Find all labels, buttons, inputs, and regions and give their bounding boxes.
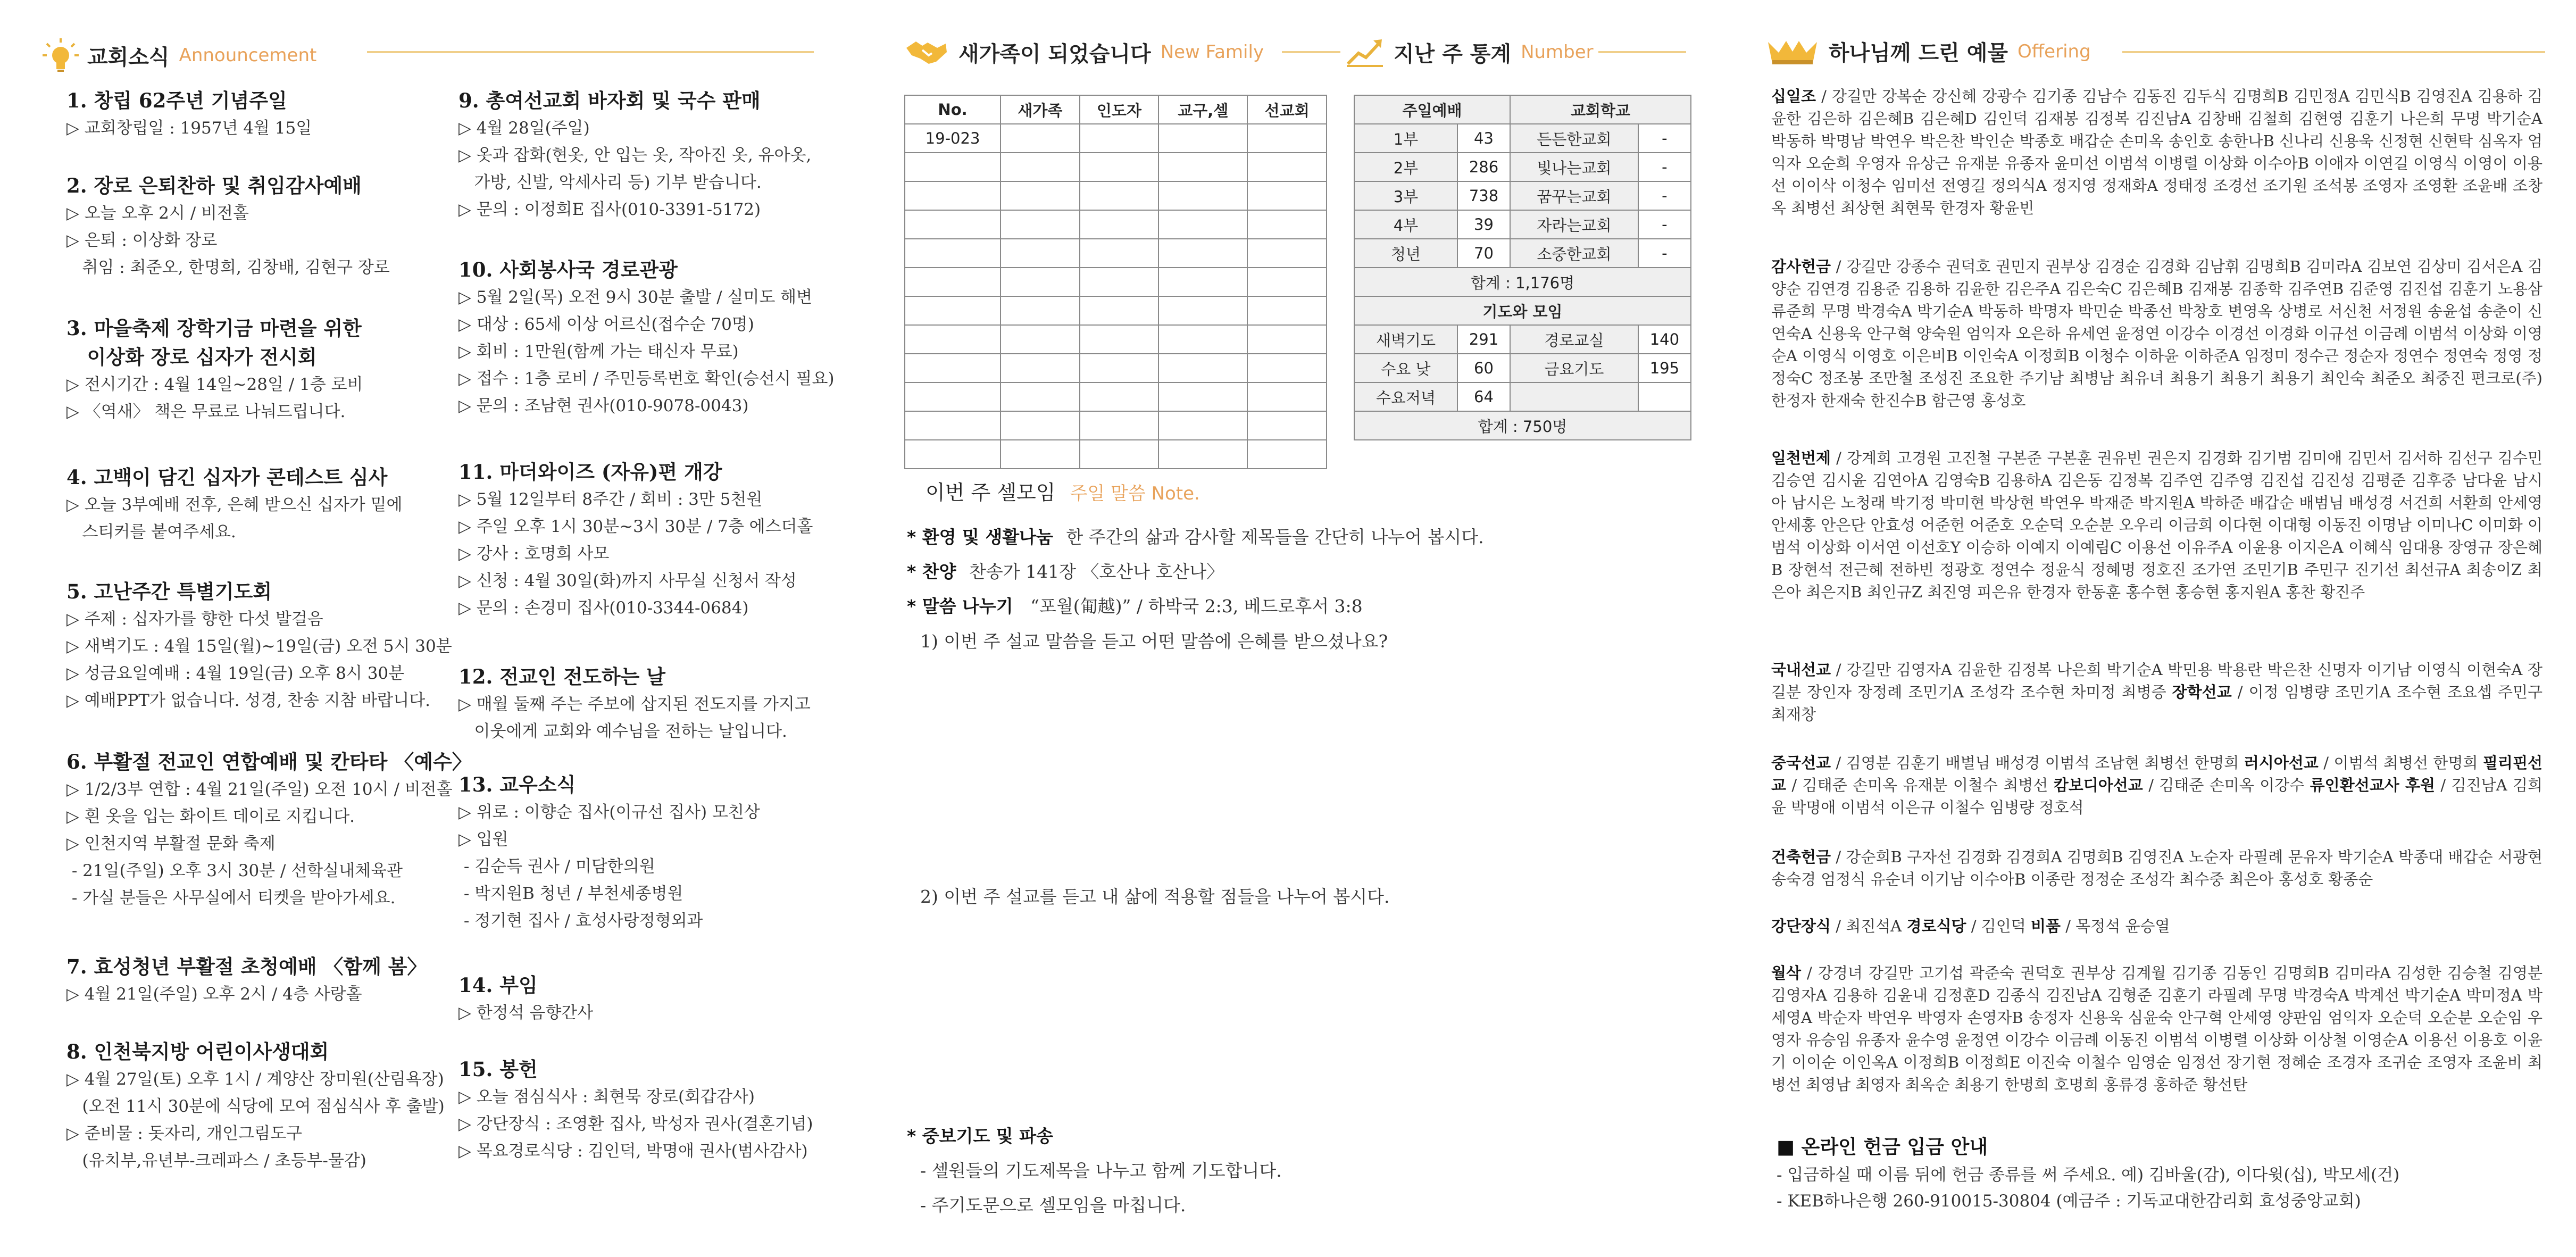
announcement-item-line: ▷ 4월 21일(주일) 오후 2시 / 4층 사랑홀 <box>66 985 362 1004</box>
new-family-title: 새가족이 되었습니다 <box>958 41 1151 66</box>
announcement-item-line: ▷ 강사 : 호명희 사모 <box>458 544 610 563</box>
new-family-table <box>904 95 1327 469</box>
new-family-cell: 19-023 <box>905 124 1001 153</box>
offering-rule <box>2122 51 2545 53</box>
new-family-cell <box>1158 124 1247 153</box>
announcement-item-line: ▷ 인천지역 부활절 문화 축제 <box>66 834 276 853</box>
stats-cell: 경로교실 <box>1510 325 1638 354</box>
new-family-cell <box>1158 153 1247 181</box>
announcement-item-line: ▷ 1/2/3부 연합 : 4월 21일(주일) 오전 10시 / 비전홀 <box>66 780 453 799</box>
cell-item-welcome <box>907 523 1484 551</box>
table-row <box>905 239 1327 268</box>
stats-rule <box>1598 51 1686 53</box>
table-row <box>905 411 1327 440</box>
table-row <box>905 296 1327 325</box>
announcement-item-line: ▷ 문의 : 조남현 권사(010-9078-0043) <box>458 396 749 415</box>
stats-cell <box>1638 382 1691 411</box>
announcement-title: 교회소식 <box>87 45 170 70</box>
new-family-cell <box>1001 354 1080 382</box>
new-family-cell <box>1080 440 1159 469</box>
announcement-item-line: ▷ 주제 : 십자가를 향한 다섯 발걸음 <box>66 610 323 629</box>
announcement-item-line: (유치부,유년부-크레파스 / 초등부-물감) <box>66 1151 366 1170</box>
new-family-cell <box>1080 181 1159 210</box>
new-family-cell <box>1080 124 1159 153</box>
new-family-cell <box>1247 296 1327 325</box>
table-row <box>1354 382 1691 411</box>
announcement-item-line: ▷ 문의 : 손경미 집사(010-3344-0684) <box>458 598 749 618</box>
new-family-cell <box>1247 153 1327 181</box>
new-family-cell <box>1001 210 1080 239</box>
new-family-cell <box>1247 268 1327 296</box>
cell-meeting-title: 이번 주 셀모임 <box>926 481 1056 504</box>
stats-cell: - <box>1638 124 1691 153</box>
announcement-item-title: 8. 인천북지방 어린이사생대회 <box>66 1040 329 1063</box>
announcement-item-title: 13. 교우소식 <box>458 773 576 796</box>
cell-praise-text: 찬송가 141장 〈호산나 호산나〉 <box>969 561 1224 582</box>
stats-cell: 금요기도 <box>1510 354 1638 382</box>
stats-cell: 빛나는교회 <box>1510 153 1638 181</box>
announcement-rule <box>367 51 814 53</box>
stats-cell: 3부 <box>1354 181 1457 210</box>
announcement-item-line: ▷ 오늘 오후 2시 / 비전홀 <box>66 204 249 223</box>
cell-word-label: * 말씀 나누기 <box>907 596 1013 617</box>
announcement-item-line: ▷ 은퇴 : 이상화 장로 <box>66 231 218 250</box>
cell-meeting-header <box>926 476 1200 505</box>
new-family-cell <box>905 153 1001 181</box>
new-family-cell <box>1247 354 1327 382</box>
announcement-item-line: ▷ 접수 : 1층 로비 / 주민등록번호 확인(승선시 필요) <box>458 369 835 388</box>
table-row <box>905 440 1327 469</box>
new-family-cell <box>1080 296 1159 325</box>
stats-cell: 합계 : 1,176명 <box>1354 268 1691 296</box>
stats-cell: 수요저녁 <box>1354 382 1457 411</box>
announcement-item-line: ▷ 문의 : 이정희E 집사(010-3391-5172) <box>458 200 761 219</box>
new-family-cell <box>1080 210 1159 239</box>
new-family-cell <box>1247 440 1327 469</box>
stats-cell: 소중한교회 <box>1510 239 1638 268</box>
announcement-item-line: ▷ 새벽기도 : 4월 15일(월)~19일(금) 오전 5시 30분 <box>66 637 452 656</box>
stats-cell <box>1510 382 1638 411</box>
announcement-item-line: ▷ 신청 : 4월 30일(화)까지 사무실 신청서 작성 <box>458 571 797 590</box>
announcement-item-line: ▷ 교회창립일 : 1957년 4월 15일 <box>66 119 312 138</box>
announcement-item-line: ▷ 대상 : 65세 이상 어르신(접수순 70명) <box>458 315 754 334</box>
stats-school-header: 교회학교 <box>1510 95 1691 124</box>
cell-welcome-text: 한 주간의 삶과 감사할 제목들을 간단히 나누어 봅시다. <box>1066 527 1484 547</box>
announcement-item-line: ▷ 전시기간 : 4월 14일~28일 / 1층 로비 <box>66 375 363 394</box>
cell-item-intercession <box>907 1122 1053 1150</box>
announcement-item-title: 9. 총여선교회 바자회 및 국수 판매 <box>458 89 761 112</box>
stats-cell: 70 <box>1457 239 1510 268</box>
announcement-item <box>66 463 402 546</box>
new-family-cell <box>905 239 1001 268</box>
new-family-cell <box>1080 268 1159 296</box>
lightbulb-icon <box>41 36 80 74</box>
new-family-subtitle: New Family <box>1160 41 1264 63</box>
announcement-item-line: ▷ 오늘 3부예배 전후, 은혜 받으신 십자가 밑에 <box>66 495 403 514</box>
announcement-item <box>66 171 390 281</box>
cell-question-2: 2) 이번 주 설교를 듣고 내 삶에 적용할 점들을 나누어 봅시다. <box>920 886 1390 907</box>
cell-word-text: “포월(匍越)” / 하박국 2:3, 베드로후서 3:8 <box>1030 596 1363 617</box>
announcement-item <box>66 314 363 426</box>
table-row <box>1354 354 1691 382</box>
table-row <box>1354 296 1691 325</box>
new-family-cell <box>1158 382 1247 411</box>
stats-cell: 청년 <box>1354 239 1457 268</box>
offering-thousand: 일천번제 / 강계희 고경원 고진철 구본준 구본훈 권유빈 권은지 김경화 김기범 김미애 김민서 김서하 김선구 김수민 김승연 김시윤 김연아A 김영숙B 김용하A 김은동 김정복 김주연 김주영 김진섭 김진성 김평준 김후중 남다윤 남시아 남시은 노청래 박기정 박미현 박상현 박연우 박재준 박지원A 박하준 배갑순 배범님 배성경 서건희 서환희 안세영 안세홍 안은단 안효성 어준헌 어준호 오순덕 오순분 오우리 이금희 이다현 이대형 이동진 이명남 이미나C 이미화 이범석 이상화 이서연 이선호Y 이승하 이예지 이예림C 이용선 이유주A 이윤용 이지은A 이혜식 임대용 장영규 장은혜B 장현석 전근혜 전하빈 정광호 정연수 정윤식 정혜명 정호진 조가연 조민기B 주민구 진기선 최선규A 최송이Z 최은아 최은지B 최인규Z 최진영 피은유 한경자 한동훈 홍수현 홍승현 홍지원A 홍찬 황진주 <box>1771 449 2542 601</box>
stats-subtitle: Number <box>1521 41 1594 63</box>
announcement-item-line: ▷ 목요경로식당 : 김인덕, 박명애 권사(범사감사) <box>458 1142 808 1161</box>
announcement-item-line: 취임 : 최준오, 한명희, 김창배, 김현구 장로 <box>66 258 390 277</box>
new-family-column-header: 새가족 <box>1001 95 1080 124</box>
cell-praise-label: * 찬양 <box>907 561 956 582</box>
online-offering-title: ■ 온라인 헌금 입금 안내 <box>1777 1136 1988 1158</box>
new-family-cell <box>905 411 1001 440</box>
new-family-cell <box>905 210 1001 239</box>
announcement-item-line: ▷ 입원 <box>458 830 508 849</box>
new-family-cell <box>1247 411 1327 440</box>
announcement-item-title: 2. 장로 은퇴찬하 및 취임감사예배 <box>66 174 362 197</box>
online-offering-line-2: - KEB하나은행 260-910015-30804 (예금주 : 기독교대한감리회 효성중앙교회) <box>1777 1192 2361 1211</box>
new-family-cell <box>1158 325 1247 354</box>
stats-cell: - <box>1638 153 1691 181</box>
announcement-item-line: ▷ 매월 둘째 주는 주보에 삽지된 전도지를 가지고 <box>458 695 811 714</box>
announcement-item-title: 7. 효성청년 부활절 초청예배 〈함께 봄〉 <box>66 955 427 978</box>
new-family-cell <box>1247 239 1327 268</box>
new-family-cell <box>1158 354 1247 382</box>
announcement-item-line: ▷ 5월 12일부터 8주간 / 회비 : 3만 5천원 <box>458 490 763 509</box>
announcement-item-line: ▷ 성금요일예배 : 4월 19일(금) 오후 8시 30분 <box>66 664 405 683</box>
stats-header <box>1346 36 1594 68</box>
announcement-item <box>66 952 427 1008</box>
stats-cell: 수요 낮 <box>1354 354 1457 382</box>
new-family-cell <box>1158 440 1247 469</box>
announcement-item-line: ▷ 5월 2일(목) 오전 9시 30분 출발 / 실미도 해변 <box>458 288 813 307</box>
stats-cell: 60 <box>1457 354 1510 382</box>
announcement-item-line: (오전 11시 30분에 식당에 모여 점심식사 후 출발) <box>66 1097 445 1116</box>
cell-question-1: 1) 이번 주 설교 말씀을 듣고 어떤 말씀에 은혜를 받으셨나요? <box>920 631 1388 652</box>
table-row <box>1354 181 1691 210</box>
new-family-cell <box>1001 325 1080 354</box>
announcement-item-title: 3. 마을축제 장학기금 마련을 위한 <box>66 317 362 340</box>
new-family-cell <box>1247 325 1327 354</box>
table-row <box>1354 239 1691 268</box>
stats-cell: 39 <box>1457 210 1510 239</box>
crown-icon <box>1766 37 1819 66</box>
new-family-cell <box>1001 411 1080 440</box>
new-family-cell <box>1158 268 1247 296</box>
announcement-item-line: - 박지원B 청년 / 부천세종병원 <box>458 884 683 903</box>
new-family-cell <box>1001 181 1080 210</box>
stats-cell: 4부 <box>1354 210 1457 239</box>
stats-cell: 2부 <box>1354 153 1457 181</box>
stats-table <box>1354 95 1691 440</box>
table-row <box>905 325 1327 354</box>
announcement-item-line: ▷ 위로 : 이향순 집사(이규선 집사) 모친상 <box>458 803 760 822</box>
cell-intercession-b: - 주기도문으로 셀모임을 마칩니다. <box>920 1195 1186 1216</box>
table-row <box>905 153 1327 181</box>
cell-intercession-label: * 중보기도 및 파송 <box>907 1126 1053 1146</box>
table-row <box>905 181 1327 210</box>
announcement-item-line: ▷ 4월 28일(주일) <box>458 119 590 138</box>
stats-cell: 기도와 모임 <box>1354 296 1691 325</box>
announcement-item-line: - 정기현 집사 / 효성사랑정형외과 <box>458 911 703 930</box>
announcement-item <box>458 971 593 1027</box>
new-family-column-header: 선교회 <box>1247 95 1327 124</box>
announcement-item-line: - 21일(주일) 오후 3시 30분 / 선학실내체육관 <box>66 861 403 880</box>
stats-cell: 291 <box>1457 325 1510 354</box>
stats-cell: 738 <box>1457 181 1510 210</box>
announcement-item <box>66 747 472 912</box>
announcement-item <box>458 457 813 622</box>
new-family-column-header: No. <box>905 95 1001 124</box>
new-family-cell <box>905 268 1001 296</box>
new-family-cell <box>1247 382 1327 411</box>
new-family-cell <box>1001 124 1080 153</box>
announcement-item-line: ▷ 준비물 : 돗자리, 개인그림도구 <box>66 1124 302 1143</box>
new-family-cell <box>1001 382 1080 411</box>
new-family-cell <box>1158 181 1247 210</box>
stats-cell: 140 <box>1638 325 1691 354</box>
announcement-item <box>458 770 760 935</box>
new-family-cell <box>1080 411 1159 440</box>
new-family-cell <box>1080 382 1159 411</box>
new-family-cell <box>1158 239 1247 268</box>
announcement-item-line: 이웃에게 교회와 예수님을 전하는 날입니다. <box>458 722 787 741</box>
cell-item-word <box>907 593 1363 620</box>
table-row <box>905 354 1327 382</box>
cell-welcome-label: * 환영 및 생활나눔 <box>907 527 1053 547</box>
new-family-cell <box>1247 181 1327 210</box>
new-family-cell <box>1001 239 1080 268</box>
cell-meeting-subtitle: 주일 말씀 Note. <box>1070 483 1200 504</box>
announcement-item-line: ▷ 강단장식 : 조영환 집사, 박성자 권사(결혼기념) <box>458 1114 813 1134</box>
announcement-item-title: 11. 마더와이즈 (자유)편 개강 <box>458 460 722 484</box>
table-row <box>1354 124 1691 153</box>
stats-cell: 자라는교회 <box>1510 210 1638 239</box>
stats-cell: 195 <box>1638 354 1691 382</box>
table-row <box>905 268 1327 296</box>
stats-cell: - <box>1638 181 1691 210</box>
announcement-item <box>66 1037 445 1175</box>
table-row <box>905 124 1327 153</box>
offering-thanks: 감사헌금 / 강길만 강종수 권덕호 권민지 권부상 김경순 김경화 김남휘 김명희B 김미라A 김보연 김상미 김서은A 김양순 김연경 김용준 김용하 김윤한 김은주A 김은숙C 김은혜B 김재봉 김종학 김주연B 김준영 김진섭 김훈기 노용삼 류준희 무명 박경숙A 박기순A 박동하 박명자 박민순 박종선 박창호 변영옥 상병로 서신천 서정원 송윤섭 송춘이 신연숙A 신용욱 안구혁 양숙원 엄익자 오은하 유세연 윤정연 이강수 이경선 이경화 이규선 이금례 이범석 이상화 이영순A 이영식 이영호 이은비B 이인숙A 이정희B 이청수 이하윤 이하준A 임정미 정수근 정순자 정연수 정연숙 정영 정정숙C 정조봉 조만철 조성진 조요한 주기남 최병남 최유녀 최용기 최용기 최용기 최인숙 최준오 최중진 편크로(주) 한정자 한재숙 한진수B 함근영 홍성호 <box>1771 257 2542 410</box>
announcement-item-line: - 김순득 권사 / 미담한의원 <box>458 857 655 876</box>
online-offering-line-1: - 입금하실 때 이름 뒤에 헌금 종류를 써 주세요. 예) 김바울(감), 이다윗(십), 박모세(건) <box>1777 1166 2400 1185</box>
announcement-header <box>41 36 316 74</box>
new-family-rule <box>1282 51 1340 53</box>
announcement-item-title: 14. 부임 <box>458 973 538 997</box>
offering-header <box>1766 36 2091 66</box>
new-family-cell <box>905 181 1001 210</box>
stats-cell: - <box>1638 239 1691 268</box>
announcement-item-line: 가방, 신발, 악세사리 등) 기부 받습니다. <box>458 173 762 192</box>
announcement-item-title: 이상화 장로 십자가 전시회 <box>66 345 317 369</box>
new-family-cell <box>1247 124 1327 153</box>
new-family-cell <box>905 382 1001 411</box>
cell-item-praise <box>907 558 1224 585</box>
announcement-item-line: ▷ 4월 27일(토) 오후 1시 / 계양산 장미원(산림욕장) <box>66 1070 444 1089</box>
new-family-cell <box>1080 354 1159 382</box>
new-family-header <box>904 36 1264 68</box>
new-family-cell <box>905 354 1001 382</box>
new-family-column-header: 교구,셀 <box>1158 95 1247 124</box>
announcement-item-line: ▷ 옷과 잡화(현옷, 안 입는 옷, 작아진 옷, 유아옷, <box>458 146 812 165</box>
trend-chart-icon <box>1346 36 1384 68</box>
announcement-item <box>458 255 835 420</box>
stats-cell: 286 <box>1457 153 1510 181</box>
offering-domestic-mission: 국내선교 / 강길만 김영자A 김윤한 김정복 나은희 박기순A 박민용 박용란 박은찬 신명자 이기남 이영식 이현숙A 장길분 장인자 장정례 조민기A 조성각 조수현 차미정 최병증 장학선교 / 이정 임병량 조민기A 조수현 조요셉 주민구 최재창 <box>1771 661 2542 723</box>
new-family-cell <box>1158 210 1247 239</box>
announcement-subtitle: Announcement <box>179 45 317 66</box>
announcement-item-line: ▷ 예배PPT가 없습니다. 성경, 찬송 지참 바랍니다. <box>66 691 431 710</box>
announcement-item <box>66 577 452 714</box>
new-family-cell <box>1001 153 1080 181</box>
new-family-column-header: 인도자 <box>1080 95 1159 124</box>
table-row <box>1354 210 1691 239</box>
table-row <box>905 210 1327 239</box>
new-family-cell <box>1001 268 1080 296</box>
table-row <box>1354 153 1691 181</box>
new-family-cell <box>905 296 1001 325</box>
stats-cell: 꿈꾸는교회 <box>1510 181 1638 210</box>
announcement-item-line: ▷ 한정석 음향간사 <box>458 1003 594 1022</box>
announcement-item-title: 15. 봉헌 <box>458 1058 538 1081</box>
announcement-item-line: ▷ 〈역새〉 책은 무료로 나눠드립니다. <box>66 402 346 421</box>
table-row <box>1354 325 1691 354</box>
new-family-cell <box>905 440 1001 469</box>
table-row <box>905 382 1327 411</box>
offering-monthly: 월삭 / 강경녀 강길만 고기섭 곽준숙 권덕호 권부상 김계월 김기종 김동인 김명희B 김미라A 김성한 김승철 김영분 김영자A 김용하 김윤내 김정훈D 김종식 김진남A 김형준 김훈기 라필례 무명 박경숙A 박계선 박기순A 박미정A 박세영A 박순자 박연우 박영자 손영자B 송정자 신용욱 심윤숙 안구혁 안세영 양판임 엄익자 오순덕 오순분 오순임 우영자 유승임 유종자 윤수영 윤정연 이강수 이금례 이동진 이범석 이병렬 이상화 이상철 이영순A 이용선 이용호 이윤기 이이순 이인옥A 이정희B 이정희E 이진숙 이철수 임영순 임정선 장기현 정혜순 조경자 조귀순 조영자 조윤비 최병선 최영남 최영자 최옥순 최용기 한명희 호명희 홍류경 홍하준 황선탄 <box>1771 964 2542 1094</box>
new-family-cell <box>1158 411 1247 440</box>
stats-cell: - <box>1638 210 1691 239</box>
announcement-item-title: 1. 창립 62주년 기념주일 <box>66 89 287 112</box>
announcement-item-line: ▷ 오늘 점심식사 : 최현묵 장로(회갑감사) <box>458 1087 755 1106</box>
announcement-item-title: 6. 부활절 전교인 연합예배 및 칸타타 〈예수〉 <box>66 750 472 773</box>
stats-cell: 새벽기도 <box>1354 325 1457 354</box>
stats-worship-header: 주일예배 <box>1354 95 1510 124</box>
new-family-cell <box>1080 153 1159 181</box>
new-family-cell <box>1001 296 1080 325</box>
announcement-item-title: 5. 고난주간 특별기도회 <box>66 580 272 603</box>
table-row <box>1354 411 1691 440</box>
offering-decoration: 강단장식 / 최진석A 경로식당 / 김인덕 비품 / 목정석 윤승열 <box>1771 917 2170 935</box>
announcement-item-line: ▷ 흰 옷을 입는 화이트 데이로 지킵니다. <box>66 807 355 826</box>
stats-cell: 64 <box>1457 382 1510 411</box>
new-family-cell <box>1080 325 1159 354</box>
stats-title: 지난 주 통계 <box>1394 41 1512 66</box>
announcement-item-title: 10. 사회봉사국 경로관광 <box>458 258 678 281</box>
offering-foreign-mission: 중국선교 / 김영분 김훈기 배별님 배성경 이범석 조남현 최병선 한명희 러시아선교 / 이범석 최병선 한명희 필리핀선교 / 김태준 손미옥 유재분 이철수 최병선 캄보디아선교 / 김태준 손미옥 이강수 류인환선교사 후원 / 김진남A 김희윤 박명애 이범석 이은규 이철수 임병량 정호석 <box>1771 754 2542 817</box>
table-row <box>1354 268 1691 296</box>
announcement-item-line: 스티커를 붙여주세요. <box>66 522 236 542</box>
offering-subtitle: Offering <box>2017 40 2091 62</box>
announcement-item-title: 4. 고백이 담긴 십자가 콘테스트 심사 <box>66 465 388 489</box>
new-family-cell <box>1247 210 1327 239</box>
announcement-item <box>66 86 312 142</box>
stats-cell: 43 <box>1457 124 1510 153</box>
offering-building: 건축헌금 / 강순희B 구자선 김경화 김경희A 김명희B 김영진A 노순자 라필례 문유자 박기순A 박종대 배갑순 서광현 송숙경 엄정식 유순녀 이기남 이수아B 이종란 정정순 조성각 최수중 최은아 홍성호 황종순 <box>1771 848 2542 888</box>
stats-cell: 합계 : 750명 <box>1354 411 1691 440</box>
new-family-cell <box>1001 440 1080 469</box>
announcement-item-title: 12. 전교인 전도하는 날 <box>458 665 665 688</box>
announcement-item <box>458 662 811 745</box>
announcement-item-line: ▷ 회비 : 1만원(함께 가는 태신자 무료) <box>458 342 739 361</box>
cell-intercession-a: - 셀원들의 기도제목을 나누고 함께 기도합니다. <box>920 1160 1282 1181</box>
offering-tithe: 십일조 / 강길만 강복순 강신혜 강광수 김기종 김남수 김동진 김두식 김명희B 김민정A 김민식B 김영진A 김용하 김윤한 김은하 김은혜B 김은혜D 김인덕 김재봉 김정복 김진남A 김창배 김철희 김현영 김훈기 나은희 무명 박기순A 박동하 박명남 박연우 박은찬 박인순 박종호 배갑순 손미옥 송인호 송한나B 신나리 신용욱 신정현 신현탁 심옥자 엄익자 오순희 우영자 유상근 유재분 유종자 윤미선 이범석 이병렬 이상화 이수아B 이애자 이연길 이영식 이영이 이용선 이이삭 이청수 임미선 전영길 정의식A 정지영 정재화A 정태정 조경선 조기원 조석봉 조영자 조영환 조윤배 조창옥 최병선 최상현 최현묵 한경자 황윤빈 <box>1771 87 2542 217</box>
new-family-cell <box>905 325 1001 354</box>
stats-cell: 1부 <box>1354 124 1457 153</box>
handshake-icon <box>904 36 949 68</box>
announcement-item <box>458 1055 813 1165</box>
new-family-cell <box>1158 296 1247 325</box>
offering-title: 하나님께 드린 예물 <box>1829 41 2008 65</box>
announcement-item <box>458 86 811 223</box>
stats-cell: 든든한교회 <box>1510 124 1638 153</box>
new-family-cell <box>1080 239 1159 268</box>
announcement-item-line: ▷ 주일 오후 1시 30분~3시 30분 / 7층 에스더홀 <box>458 517 813 536</box>
announcement-item-line: - 가실 분들은 사무실에서 티켓을 받아가세요. <box>66 888 396 908</box>
